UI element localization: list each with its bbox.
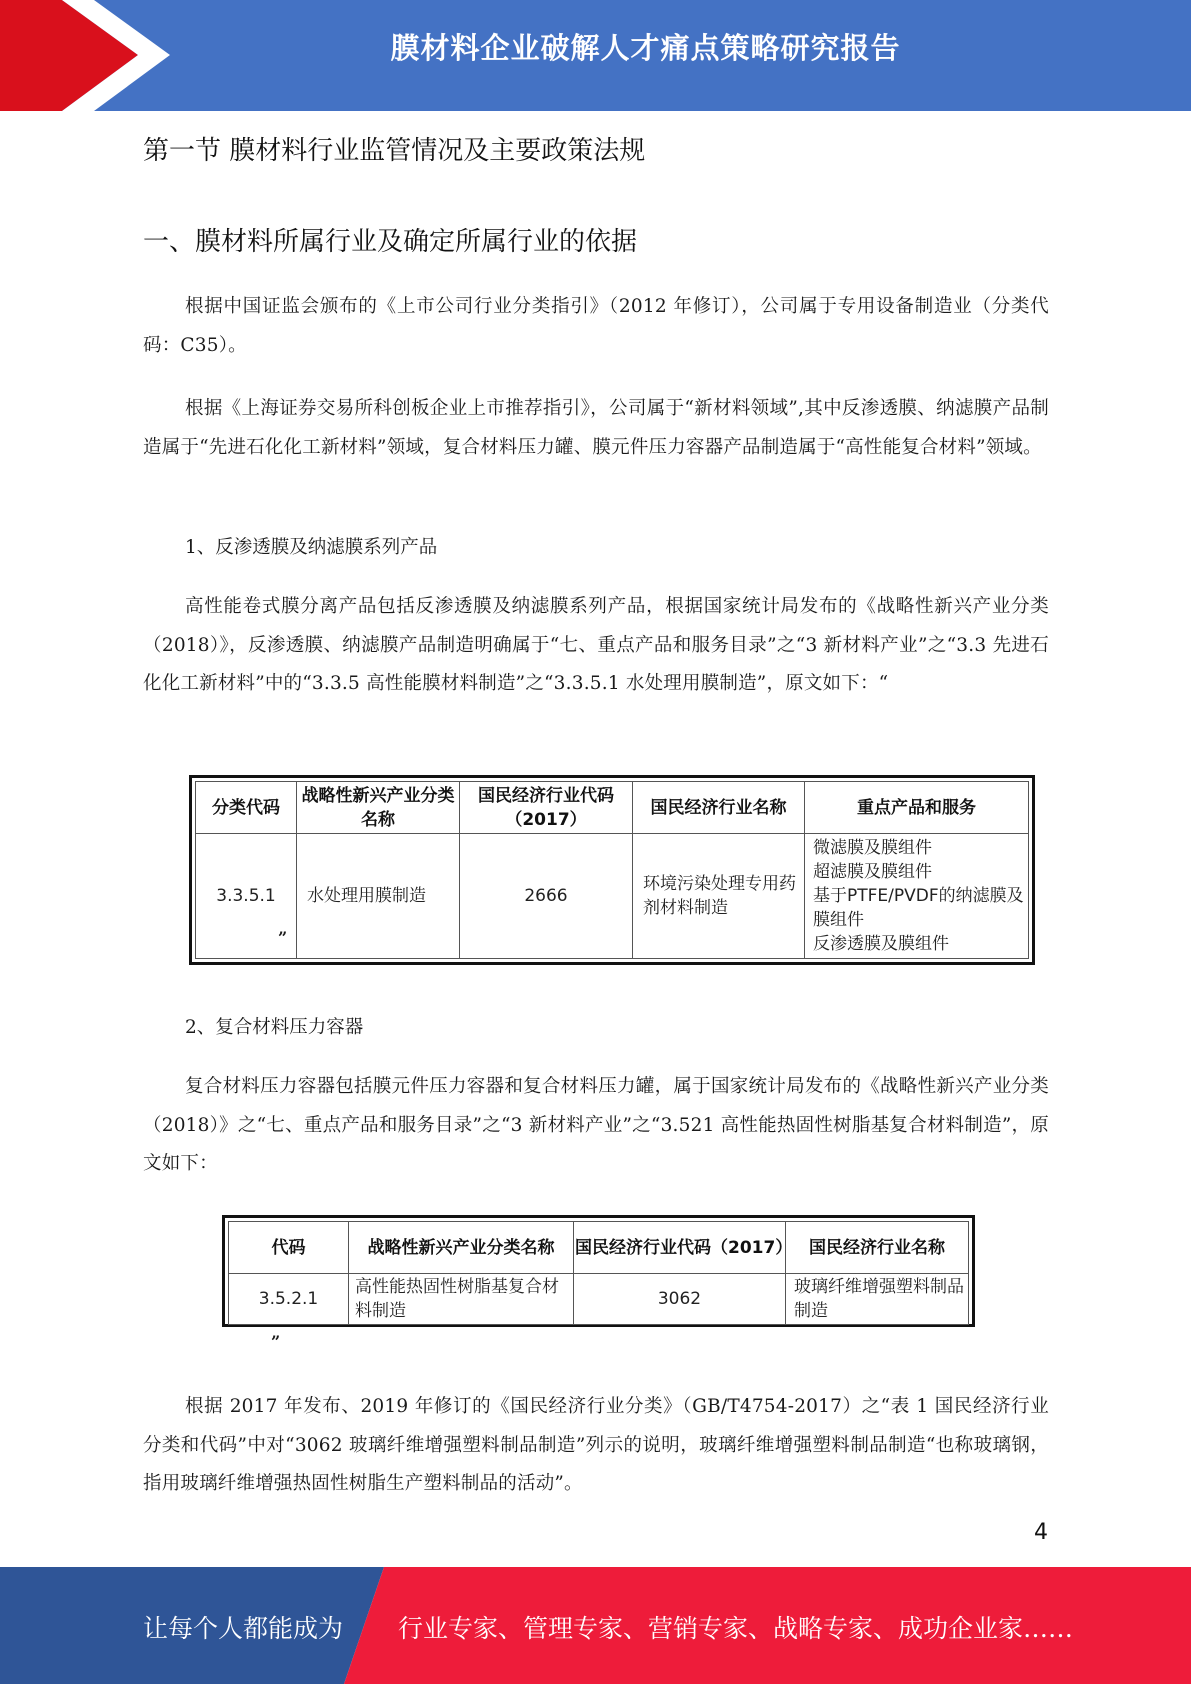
subsection-title: 一、膜材料所属行业及确定所属行业的依据	[143, 227, 638, 257]
table1-cell-name: 水处理用膜制造	[297, 834, 460, 959]
industry-table-1	[189, 775, 1035, 965]
product-item: 反渗透膜及膜组件	[813, 934, 949, 954]
paragraph-5: 根据 2017 年发布、2019 年修订的《国民经济行业分类》（GB/T4754-2017）之“表 1 国民经济行业分类和代码”中对“3062 玻璃纤维增强塑料制品制造”列示的说明，玻璃纤维增强塑料制品制造“也称玻璃钢，指用玻璃纤维增强热固性树脂生产塑料制品的活动”。	[143, 1396, 1049, 1494]
table1-cell-products	[805, 834, 1029, 959]
table2-cell-industry-code: 3062	[574, 1274, 786, 1325]
page-header	[0, 0, 1191, 111]
table2-header-name: 战略性新兴产业分类名称	[349, 1222, 574, 1274]
table1-header-code: 分类代码	[196, 782, 297, 834]
table1-cell-industry-name: 环境污染处理专用药剂材料制造	[633, 834, 805, 959]
table1-header-name: 战略性新兴产业分类名称	[297, 782, 460, 834]
table2-header-industry-name: 国民经济行业名称	[786, 1222, 969, 1274]
closing-quote-mark: ”	[278, 928, 288, 947]
table2-cell-code: 3.5.2.1	[229, 1274, 349, 1325]
table-row	[196, 834, 1029, 959]
table1-cell-code: 3.3.5.1	[196, 834, 297, 959]
product-item: 基于PTFE/PVDF的纳滤膜及膜组件	[813, 886, 1024, 930]
paragraph-1: 根据中国证监会颁布的《上市公司行业分类指引》（2012 年修订），公司属于专用设备制造业（分类代码：C35）。	[143, 296, 1049, 356]
table2-cell-name: 高性能热固性树脂基复合材料制造	[349, 1274, 574, 1325]
table1-header-industry-name: 国民经济行业名称	[633, 782, 805, 834]
report-title: 膜材料企业破解人才痛点策略研究报告	[390, 31, 901, 65]
table2-header-industry-code: 国民经济行业代码（2017）	[574, 1222, 786, 1274]
paragraph-3: 高性能卷式膜分离产品包括反渗透膜及纳滤膜系列产品，根据国家统计局发布的《战略性新兴产业分类（2018）》，反渗透膜、纳滤膜产品制造明确属于“七、重点产品和服务目录”之“3 新材料产业”之“3.3 先进石化化工新材料”中的“3.3.5 高性能膜材料制造”之“3.3.5.1 水处理用膜制造”，原文如下：“	[143, 596, 1049, 694]
footer-slogan-right: 行业专家、管理专家、营销专家、战略专家、成功企业家……	[398, 1614, 1074, 1643]
table2-cell-industry-name: 玻璃纤维增强塑料制品制造	[786, 1274, 969, 1325]
table2-header-code: 代码	[229, 1222, 349, 1274]
page-footer	[0, 1567, 1191, 1684]
industry-table-2	[222, 1215, 975, 1327]
page-number: 4	[1034, 1520, 1048, 1545]
table1-cell-industry-code: 2666	[460, 834, 633, 959]
product-item: 微滤膜及膜组件	[813, 838, 932, 858]
footer-slogan-left: 让每个人都能成为	[143, 1614, 344, 1643]
list-item-1: 1、反渗透膜及纳滤膜系列产品	[185, 537, 438, 558]
section-title: 第一节 膜材料行业监管情况及主要政策法规	[143, 136, 646, 166]
paragraph-4: 复合材料压力容器包括膜元件压力容器和复合材料压力罐，属于国家统计局发布的《战略性新兴产业分类（2018）》之“七、重点产品和服务目录”之“3 新材料产业”之“3.521 高性能热固性树脂基复合材料制造”，原文如下：	[143, 1076, 1049, 1174]
closing-quote-mark: ”	[271, 1332, 281, 1351]
paragraph-2: 根据《上海证券交易所科创板企业上市推荐指引》，公司属于“新材料领域”,其中反渗透膜、纳滤膜产品制造属于“先进石化化工新材料”领域，复合材料压力罐、膜元件压力容器产品制造属于“高性能复合材料”领域。	[143, 398, 1049, 458]
table1-header-industry-code: 国民经济行业代码（2017）	[460, 782, 633, 834]
product-item: 超滤膜及膜组件	[813, 862, 932, 882]
table-row	[229, 1274, 969, 1325]
table1-header-products: 重点产品和服务	[805, 782, 1029, 834]
list-item-2: 2、复合材料压力容器	[185, 1017, 364, 1038]
